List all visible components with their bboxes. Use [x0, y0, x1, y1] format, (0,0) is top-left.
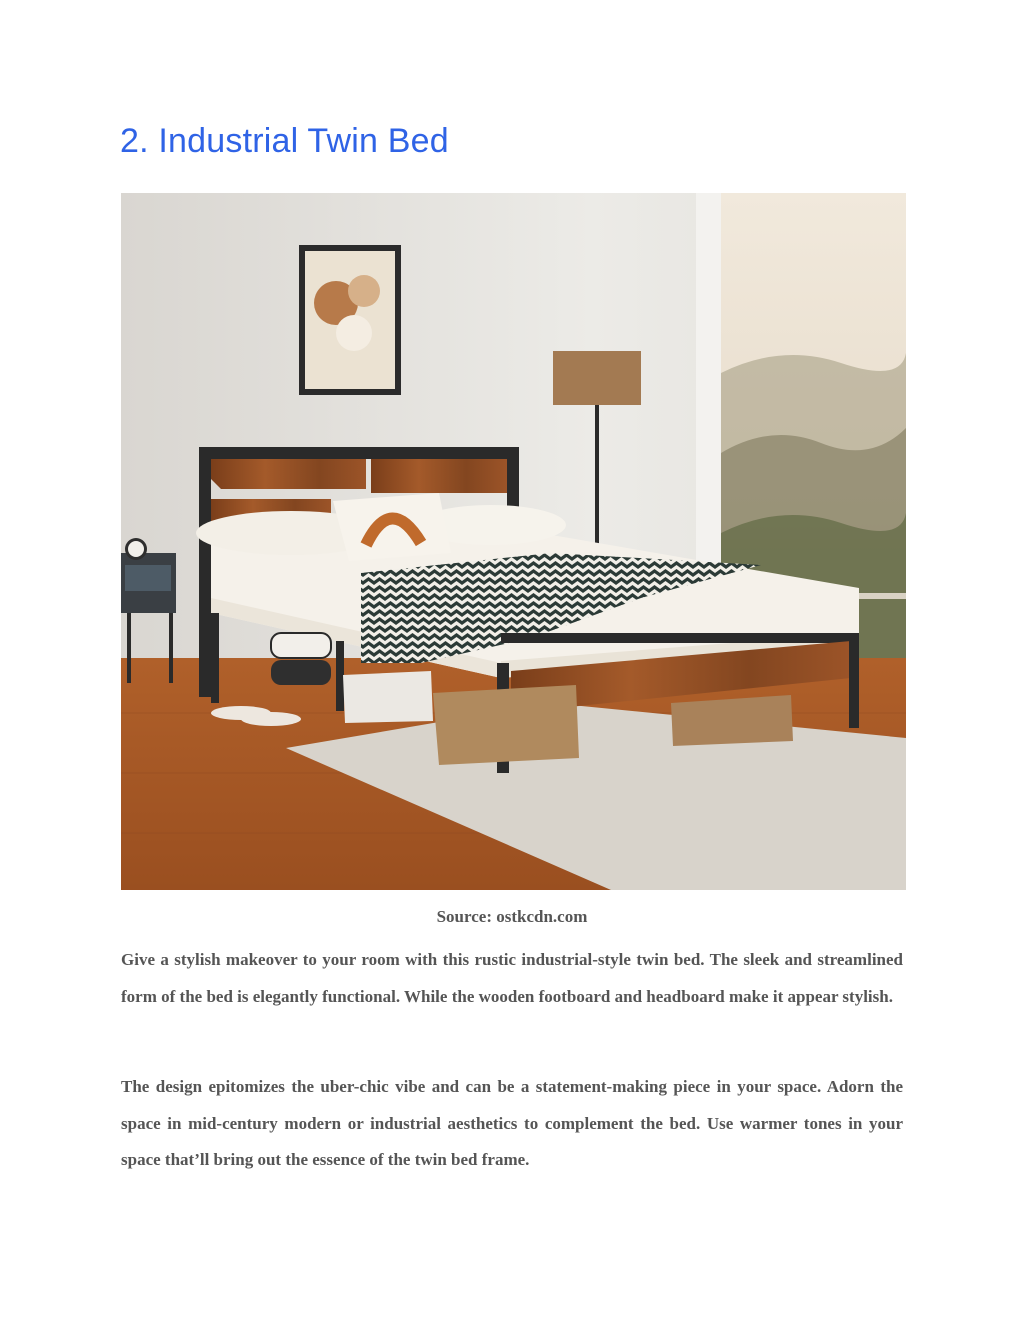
bed-photo	[121, 193, 906, 890]
image-source-caption: Source: ostkcdn.com	[436, 907, 588, 926]
paragraph-intro: Give a stylish makeover to your room with this rustic industrial-style twin bed. The sleek and streamlined form of the bed is elegantly functional. While the wooden footboard and headboard make it appear stylish.	[121, 950, 903, 1006]
page-title: 2. Industrial Twin Bed	[120, 122, 449, 160]
paragraph-design: The design epitomizes the uber-chic vibe and can be a statement-making piece in your space. Adorn the space in mid-century modern or industrial aesthetics to complement the bed. Use warmer tones in your space that’ll bring out the essence of the twin bed frame.	[121, 1077, 903, 1169]
